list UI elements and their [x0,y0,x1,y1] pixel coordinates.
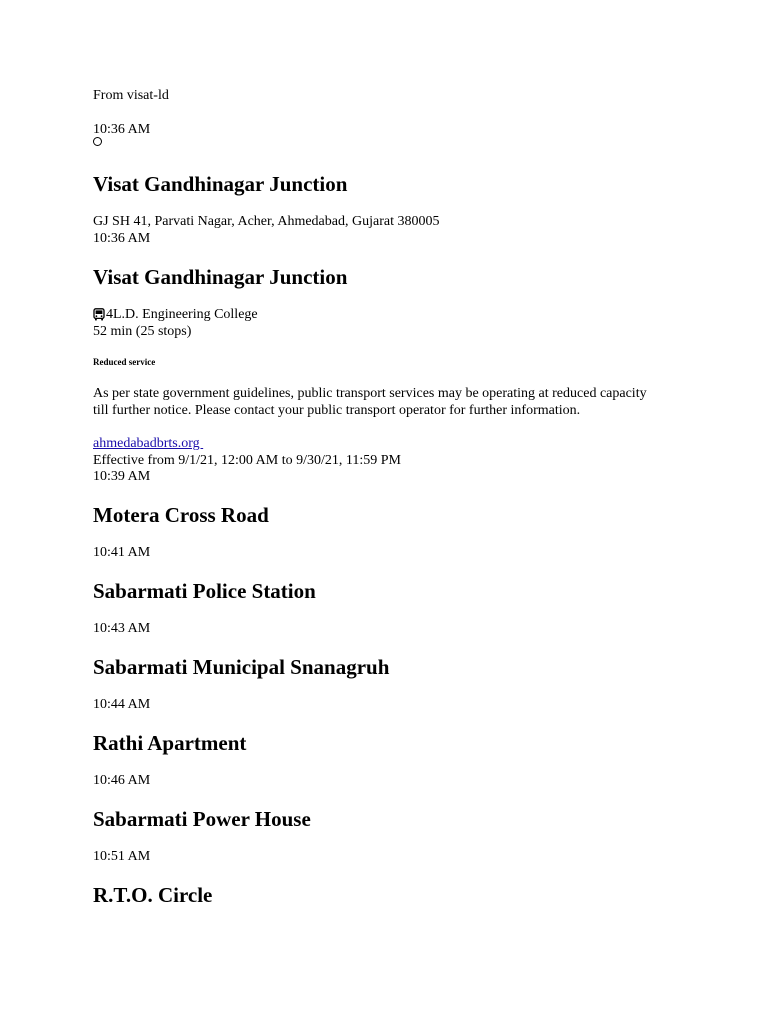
origin-time: 10:36 AM [93,122,151,137]
route-line[interactable] [93,306,258,323]
alert-body: As per state government guidelines, public transport services may be operating at reduced capacity till further notice. Please contact your public transport operator for further information. [93,386,647,418]
stop-time: 10:41 AM [93,545,151,560]
stop-name: R.T.O. Circle [93,883,213,907]
bus-icon [93,308,105,321]
route-duration[interactable]: 52 min (25 stops) [93,324,192,339]
origin-circle-icon [93,137,102,146]
stop-name: Sabarmati Police Station [93,579,316,603]
operator-link[interactable]: ahmedabadbrts.org [93,436,204,451]
stop-time: 10:39 AM [93,469,151,484]
alert-effective-dates: Effective from 9/1/21, 12:00 AM to 9/30/21, 11:59 PM [93,453,401,468]
stop-time: 10:44 AM [93,697,151,712]
stop-time: 10:51 AM [93,849,151,864]
alert-title: Reduced service [93,357,156,367]
boarding-stop-name: Visat Gandhinagar Junction [93,265,348,289]
from-label: From visat-ld [93,88,169,103]
boarding-time: 10:36 AM [93,231,151,246]
stop-name: Sabarmati Power House [93,807,311,831]
origin-stop-name: Visat Gandhinagar Junction [93,172,348,196]
stop-time: 10:43 AM [93,621,151,636]
origin-address: GJ SH 41, Parvati Nagar, Acher, Ahmedabad, Gujarat 380005 [93,214,440,229]
route-label: 4L.D. Engineering College [106,307,258,322]
stop-name: Rathi Apartment [93,731,247,755]
stop-time: 10:46 AM [93,773,151,788]
stop-name: Sabarmati Municipal Snanagruh [93,655,390,679]
stop-name: Motera Cross Road [93,503,269,527]
